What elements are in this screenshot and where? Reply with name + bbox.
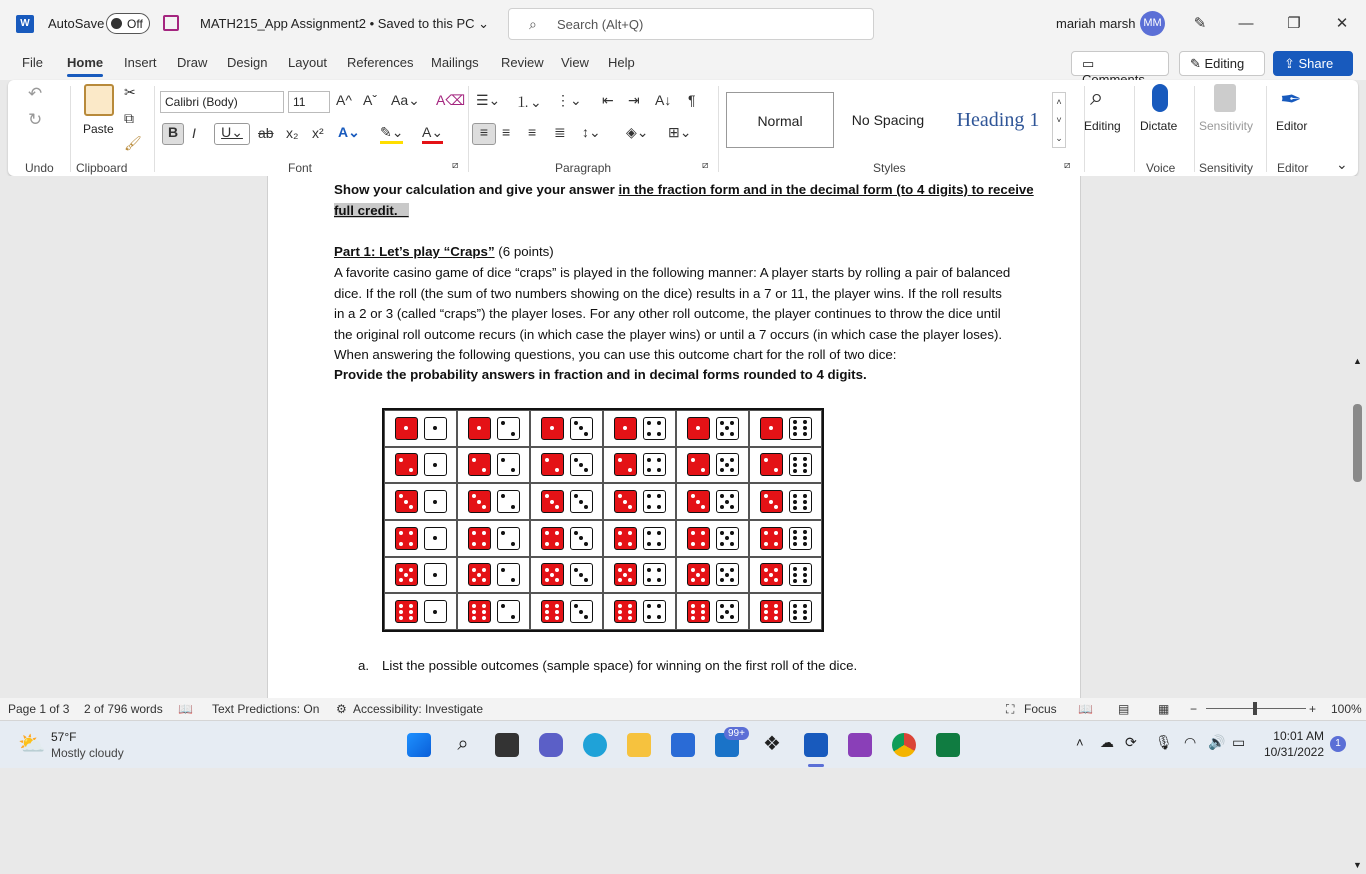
- font-dialog-icon[interactable]: ⧄: [452, 160, 459, 171]
- white-die-6: [789, 453, 812, 476]
- font-name-select[interactable]: Calibri (Body): [160, 91, 284, 113]
- group-label-voice: Voice: [1146, 161, 1176, 175]
- dice-outcome-chart[interactable]: [382, 408, 824, 632]
- dice-outcome-cell: [457, 447, 530, 484]
- tab-layout[interactable]: Layout: [288, 55, 328, 70]
- dice-outcome-cell: [384, 520, 457, 557]
- accessibility-icon: ⚙: [336, 702, 347, 716]
- scrollbar-thumb[interactable]: [1353, 404, 1362, 482]
- tab-references[interactable]: References: [347, 55, 414, 70]
- chrome-icon[interactable]: [892, 733, 916, 757]
- white-die-3: [570, 490, 593, 513]
- red-die-1: [395, 417, 418, 440]
- red-die-2: [760, 453, 783, 476]
- white-die-5: [716, 563, 739, 586]
- part-heading: [334, 244, 554, 259]
- autosave-toggle[interactable]: [106, 13, 150, 34]
- tab-draw[interactable]: Draw: [177, 55, 208, 70]
- selected-text: full credit.: [334, 203, 398, 218]
- vertical-scrollbar[interactable]: [1350, 352, 1366, 874]
- dice-outcome-cell: [749, 410, 822, 447]
- battery-icon[interactable]: ▭: [1232, 734, 1246, 750]
- document-page[interactable]: [267, 176, 1081, 706]
- weather-desc[interactable]: Mostly cloudy: [51, 746, 124, 760]
- page-count[interactable]: Page 1 of 3: [8, 702, 70, 716]
- red-die-1: [760, 417, 783, 440]
- dice-outcome-cell: [603, 593, 676, 630]
- notification-badge[interactable]: 1: [1330, 736, 1346, 752]
- dice-outcome-cell: [676, 410, 749, 447]
- dice-outcome-cell: [603, 557, 676, 594]
- grow-font-icon[interactable]: A^: [336, 92, 352, 108]
- instruction-underlined: in the fraction form and in the decimal form (to 4 digits) to receive: [618, 182, 1034, 197]
- dice-outcome-cell: [457, 483, 530, 520]
- share-icon: ⇪: [1284, 56, 1299, 71]
- red-die-5: [541, 563, 564, 586]
- paragraph-line: in a 2 or 3 (called “craps”) the player loses. For any other roll outcome, the player continues to throw the dice until: [334, 306, 1001, 321]
- shrink-font-icon[interactable]: Aˇ: [363, 92, 377, 108]
- group-label-paragraph: Paragraph: [555, 161, 612, 175]
- dice-outcome-cell: [676, 447, 749, 484]
- white-die-3: [570, 563, 593, 586]
- pilcrow-icon[interactable]: ¶: [688, 92, 696, 108]
- divider: [1134, 86, 1135, 172]
- white-die-2: [497, 417, 520, 440]
- multilevel-list-icon[interactable]: ⋮⌄: [556, 92, 582, 108]
- align-right-icon[interactable]: ≡: [528, 124, 537, 140]
- red-die-4: [687, 527, 710, 550]
- word-logo-icon: W: [16, 15, 34, 33]
- dice-outcome-cell: [749, 447, 822, 484]
- red-die-6: [687, 600, 710, 623]
- editor-pen-icon[interactable]: ✒: [1280, 84, 1302, 114]
- focus-button[interactable]: Focus: [1024, 702, 1057, 716]
- word-count[interactable]: 2 of 796 words: [84, 702, 163, 716]
- red-die-5: [614, 563, 637, 586]
- red-die-4: [395, 527, 418, 550]
- red-die-3: [468, 490, 491, 513]
- instruction-text: Show your calculation and give your answer: [334, 182, 619, 197]
- white-die-3: [570, 417, 593, 440]
- search-placeholder: Search (Alt+Q): [557, 17, 644, 32]
- taskbar: [0, 720, 1366, 768]
- red-die-4: [614, 527, 637, 550]
- styles-scroll-icon[interactable]: ˄ ˅ ⌄: [1052, 92, 1066, 148]
- dice-outcome-cell: [530, 447, 603, 484]
- dice-outcome-cell: [530, 483, 603, 520]
- editing-mode-button[interactable]: [1179, 51, 1265, 76]
- dice-outcome-cell: [749, 483, 822, 520]
- cut-icon[interactable]: ✂: [124, 84, 136, 100]
- save-icon[interactable]: [163, 15, 179, 31]
- white-die-3: [570, 453, 593, 476]
- white-die-1: [424, 563, 447, 586]
- font-color-icon[interactable]: A⌄: [422, 124, 443, 144]
- white-die-4: [643, 563, 666, 586]
- onedrive-icon[interactable]: ☁: [1100, 734, 1114, 750]
- zoom-in-icon[interactable]: +: [1309, 702, 1317, 716]
- red-die-4: [760, 527, 783, 550]
- proofing-icon[interactable]: 📖: [178, 702, 193, 716]
- undo-icon[interactable]: ↶: [28, 84, 43, 103]
- red-die-3: [541, 490, 564, 513]
- mail-badge: 99+: [724, 727, 749, 740]
- start-icon[interactable]: [407, 733, 431, 757]
- clock-time[interactable]: 10:01 AM: [1273, 729, 1324, 743]
- decrease-indent-icon[interactable]: ⇤: [602, 92, 614, 108]
- white-die-6: [789, 490, 812, 513]
- instruction-line-1: [334, 182, 1034, 197]
- tab-insert[interactable]: Insert: [124, 55, 157, 70]
- dice-outcome-cell: [384, 447, 457, 484]
- zoom-level[interactable]: 100%: [1331, 702, 1362, 716]
- white-die-3: [570, 600, 593, 623]
- group-label-font: Font: [288, 161, 313, 175]
- red-die-6: [468, 600, 491, 623]
- dice-outcome-cell: [457, 520, 530, 557]
- underline-icon[interactable]: U⌄: [214, 123, 250, 145]
- paragraph-line: the original roll outcome recurs (in which case the player wins) or until a 7 occurs (in which case the player loses).: [334, 327, 1003, 342]
- clock-date[interactable]: 10/31/2022: [1263, 745, 1324, 759]
- ribbon-tabs: [0, 48, 1366, 80]
- dice-outcome-cell: [384, 593, 457, 630]
- focus-icon: ⛶: [1006, 702, 1015, 716]
- style-no-spacing[interactable]: No Spacing: [851, 112, 925, 128]
- instruction-line-2: [334, 203, 409, 218]
- red-die-1: [468, 417, 491, 440]
- dice-outcome-cell: [749, 593, 822, 630]
- word-taskbar-icon[interactable]: [804, 733, 828, 757]
- comments-button[interactable]: [1071, 51, 1169, 76]
- italic-icon[interactable]: I: [192, 125, 196, 141]
- red-die-6: [614, 600, 637, 623]
- superscript-icon[interactable]: x²: [312, 125, 324, 141]
- white-die-5: [716, 453, 739, 476]
- white-die-6: [789, 417, 812, 440]
- white-die-6: [789, 563, 812, 586]
- redo-icon[interactable]: ↻: [28, 110, 43, 129]
- white-die-6: [789, 600, 812, 623]
- ribbon: [8, 80, 1358, 176]
- dice-outcome-cell: [384, 483, 457, 520]
- paragraph-line: dice. If the roll (the sum of two numbers showing on the dice) results in a 7 or 11, the player wins. If the roll results: [334, 286, 1002, 301]
- white-die-1: [424, 600, 447, 623]
- find-icon[interactable]: ⌕: [1090, 84, 1104, 111]
- app-icon[interactable]: [848, 733, 872, 757]
- paste-label: Paste: [83, 122, 114, 136]
- white-die-4: [643, 527, 666, 550]
- tab-view[interactable]: View: [561, 55, 589, 70]
- sync-icon[interactable]: ⟳: [1125, 734, 1137, 750]
- share-label: Share: [1298, 56, 1334, 71]
- tab-mailings[interactable]: Mailings: [431, 55, 479, 70]
- title-bar: [0, 0, 1366, 48]
- tab-file[interactable]: File: [22, 55, 43, 70]
- red-die-5: [687, 563, 710, 586]
- group-label-styles: Styles: [873, 161, 906, 175]
- weather-temp[interactable]: 57°F: [51, 730, 77, 744]
- tab-home[interactable]: Home: [67, 55, 104, 70]
- red-die-5: [395, 563, 418, 586]
- paragraph-line: When answering the following questions, you can use this outcome chart for the roll of two dice:: [334, 347, 897, 362]
- red-die-4: [468, 527, 491, 550]
- red-die-2: [541, 453, 564, 476]
- dice-outcome-cell: [457, 593, 530, 630]
- avatar[interactable]: MM: [1140, 11, 1165, 36]
- group-label-undo: Undo: [25, 161, 54, 175]
- bold-icon[interactable]: B: [162, 123, 184, 145]
- subscript-icon[interactable]: x₂: [286, 125, 299, 141]
- wifi-icon[interactable]: ◠: [1184, 734, 1197, 750]
- editor-button[interactable]: Editor: [1276, 119, 1308, 133]
- dice-outcome-cell: [530, 520, 603, 557]
- document-title[interactable]: MATH215_App Assignment2 • Saved to this PC ⌄: [200, 16, 490, 31]
- red-die-5: [760, 563, 783, 586]
- search-taskbar-icon[interactable]: ⌕: [457, 733, 469, 755]
- bullets-icon[interactable]: ☰⌄: [476, 92, 501, 108]
- red-die-1: [541, 417, 564, 440]
- white-die-1: [424, 490, 447, 513]
- dice-outcome-cell: [749, 557, 822, 594]
- part-title: Part 1: Let’s play “Craps”: [334, 244, 495, 259]
- change-case-icon[interactable]: Aa⌄: [391, 92, 420, 108]
- red-die-2: [468, 453, 491, 476]
- strikethrough-icon[interactable]: ab: [258, 125, 274, 141]
- zoom-out-icon[interactable]: −: [1190, 702, 1198, 716]
- microphone-icon[interactable]: [1152, 84, 1168, 112]
- excel-icon[interactable]: [936, 733, 960, 757]
- dropbox-icon[interactable]: ❖: [763, 733, 781, 755]
- file-explorer-icon[interactable]: [627, 733, 651, 757]
- accessibility-status[interactable]: Accessibility: Investigate: [353, 702, 484, 716]
- dice-outcome-cell: [603, 447, 676, 484]
- red-die-4: [541, 527, 564, 550]
- red-die-6: [541, 600, 564, 623]
- pencil-icon: ✎: [1190, 56, 1205, 71]
- divider: [154, 86, 155, 172]
- paste-icon[interactable]: [84, 84, 114, 116]
- bold-instruction: Provide the probability answers in fraction and in decimal forms rounded to 4 digits.: [334, 367, 867, 382]
- red-die-3: [687, 490, 710, 513]
- zoom-slider-thumb[interactable]: [1253, 702, 1257, 715]
- white-die-1: [424, 453, 447, 476]
- styles-dialog-icon[interactable]: ⧄: [1064, 160, 1071, 171]
- highlight-icon[interactable]: ✎⌄: [380, 124, 403, 144]
- part-points: (6 points): [494, 244, 554, 259]
- dice-outcome-cell: [676, 483, 749, 520]
- white-die-2: [497, 490, 520, 513]
- white-die-2: [497, 527, 520, 550]
- align-center-icon[interactable]: ≡: [502, 124, 511, 140]
- comment-icon: ▭: [1082, 56, 1095, 71]
- white-die-4: [643, 600, 666, 623]
- tab-help[interactable]: Help: [608, 55, 635, 70]
- chat-icon[interactable]: [539, 733, 563, 757]
- red-die-2: [687, 453, 710, 476]
- sort-icon[interactable]: A↓: [655, 92, 672, 108]
- white-die-1: [424, 417, 447, 440]
- read-mode-icon[interactable]: 📖: [1078, 702, 1093, 716]
- scroll-down-icon[interactable]: ▼: [1353, 860, 1362, 870]
- divider: [468, 86, 469, 172]
- align-left-icon[interactable]: ≡: [472, 123, 496, 145]
- white-die-6: [789, 527, 812, 550]
- close-icon[interactable]: ✕: [1335, 15, 1349, 32]
- red-die-3: [760, 490, 783, 513]
- divider: [718, 86, 719, 172]
- red-die-1: [687, 417, 710, 440]
- dice-outcome-cell: [384, 410, 457, 447]
- dice-outcome-cell: [676, 520, 749, 557]
- white-die-2: [497, 563, 520, 586]
- dice-outcome-cell: [530, 593, 603, 630]
- web-layout-icon[interactable]: ▦: [1158, 702, 1170, 716]
- red-die-6: [760, 600, 783, 623]
- red-die-6: [395, 600, 418, 623]
- dictate-button[interactable]: Dictate: [1140, 119, 1178, 133]
- white-die-2: [497, 453, 520, 476]
- white-die-4: [643, 417, 666, 440]
- group-label-sensitivity: Sensitivity: [1199, 161, 1254, 175]
- white-die-5: [716, 490, 739, 513]
- dice-outcome-cell: [530, 557, 603, 594]
- divider: [70, 86, 71, 172]
- tab-design[interactable]: Design: [227, 55, 268, 70]
- white-die-4: [643, 490, 666, 513]
- white-die-5: [716, 417, 739, 440]
- group-label-clipboard: Clipboard: [76, 161, 128, 175]
- text-effects-icon[interactable]: A⌄: [338, 124, 360, 140]
- white-die-4: [643, 453, 666, 476]
- numbering-icon[interactable]: ⒈⌄: [516, 94, 542, 110]
- edge-icon[interactable]: [583, 733, 607, 757]
- store-icon[interactable]: [671, 733, 695, 757]
- white-die-5: [716, 527, 739, 550]
- question-a-marker: a.: [358, 658, 370, 673]
- dice-outcome-cell: [603, 410, 676, 447]
- white-die-5: [716, 600, 739, 623]
- autosave-state: Off: [127, 17, 143, 31]
- divider: [1266, 86, 1267, 172]
- dice-outcome-cell: [530, 410, 603, 447]
- autosave-label: AutoSave: [48, 16, 105, 31]
- scroll-up-icon[interactable]: ▲: [1353, 356, 1362, 366]
- divider: [1194, 86, 1195, 172]
- shading-icon[interactable]: ◈⌄: [626, 124, 649, 140]
- dice-outcome-cell: [603, 483, 676, 520]
- red-die-1: [614, 417, 637, 440]
- print-layout-icon[interactable]: ▤: [1118, 702, 1130, 716]
- dice-outcome-cell: [384, 557, 457, 594]
- weather-icon[interactable]: ⛅: [18, 731, 46, 756]
- editing-label: Editing: [1204, 56, 1245, 71]
- tab-review[interactable]: Review: [501, 55, 544, 70]
- group-label-editor: Editor: [1277, 161, 1309, 175]
- task-view-icon[interactable]: [495, 733, 519, 757]
- paragraph-dialog-icon[interactable]: ⧄: [702, 160, 709, 171]
- paragraph-line: A favorite casino game of dice “craps” is played in the following manner: A player starts by rolling a pair of balanced: [334, 265, 1011, 280]
- dice-outcome-cell: [603, 520, 676, 557]
- red-die-2: [614, 453, 637, 476]
- white-die-2: [497, 600, 520, 623]
- search-box[interactable]: [508, 8, 874, 40]
- toggle-knob: [111, 18, 122, 29]
- share-button[interactable]: [1273, 51, 1353, 76]
- dice-outcome-cell: [457, 557, 530, 594]
- format-painter-icon[interactable]: 🖌: [124, 135, 142, 151]
- show-hidden-icons[interactable]: ˄: [1076, 735, 1084, 750]
- question-a: List the possible outcomes (sample space) for winning on the first roll of the dice.: [382, 658, 858, 673]
- microphone-tray-icon[interactable]: 🎙: [1155, 734, 1173, 750]
- white-die-1: [424, 527, 447, 550]
- red-die-3: [395, 490, 418, 513]
- text-predictions[interactable]: Text Predictions: On: [212, 702, 320, 716]
- clear-formatting-icon[interactable]: A⌫: [436, 92, 466, 108]
- dice-outcome-cell: [457, 410, 530, 447]
- designer-icon[interactable]: ✎: [1193, 15, 1207, 32]
- active-app-indicator: [808, 764, 824, 767]
- red-die-3: [614, 490, 637, 513]
- user-name[interactable]: mariah marsh: [1056, 16, 1136, 31]
- copy-icon[interactable]: ⧉: [124, 110, 134, 126]
- red-die-2: [395, 453, 418, 476]
- white-die-3: [570, 527, 593, 550]
- dice-outcome-cell: [676, 557, 749, 594]
- search-icon: ⌕: [529, 16, 537, 32]
- dice-outcome-cell: [676, 593, 749, 630]
- borders-icon[interactable]: ⊞⌄: [668, 124, 692, 140]
- justify-icon[interactable]: ≣: [554, 124, 566, 140]
- minimize-icon[interactable]: —: [1238, 15, 1254, 32]
- style-heading-1[interactable]: Heading 1: [956, 109, 1040, 131]
- font-size-select[interactable]: 11: [288, 91, 330, 113]
- collapse-ribbon-icon[interactable]: ⌄: [1336, 156, 1348, 172]
- red-die-5: [468, 563, 491, 586]
- increase-indent-icon[interactable]: ⇥: [628, 92, 640, 108]
- volume-icon[interactable]: 🔊: [1208, 734, 1226, 750]
- sensitivity-icon: [1214, 84, 1236, 112]
- line-spacing-icon[interactable]: ↕⌄: [582, 124, 601, 140]
- style-normal[interactable]: Normal: [726, 92, 834, 148]
- status-bar: [0, 698, 1366, 720]
- sensitivity-button[interactable]: Sensitivity: [1199, 119, 1254, 133]
- editing-button[interactable]: Editing: [1084, 119, 1121, 133]
- dice-outcome-cell: [749, 520, 822, 557]
- restore-icon[interactable]: ❐: [1287, 15, 1301, 32]
